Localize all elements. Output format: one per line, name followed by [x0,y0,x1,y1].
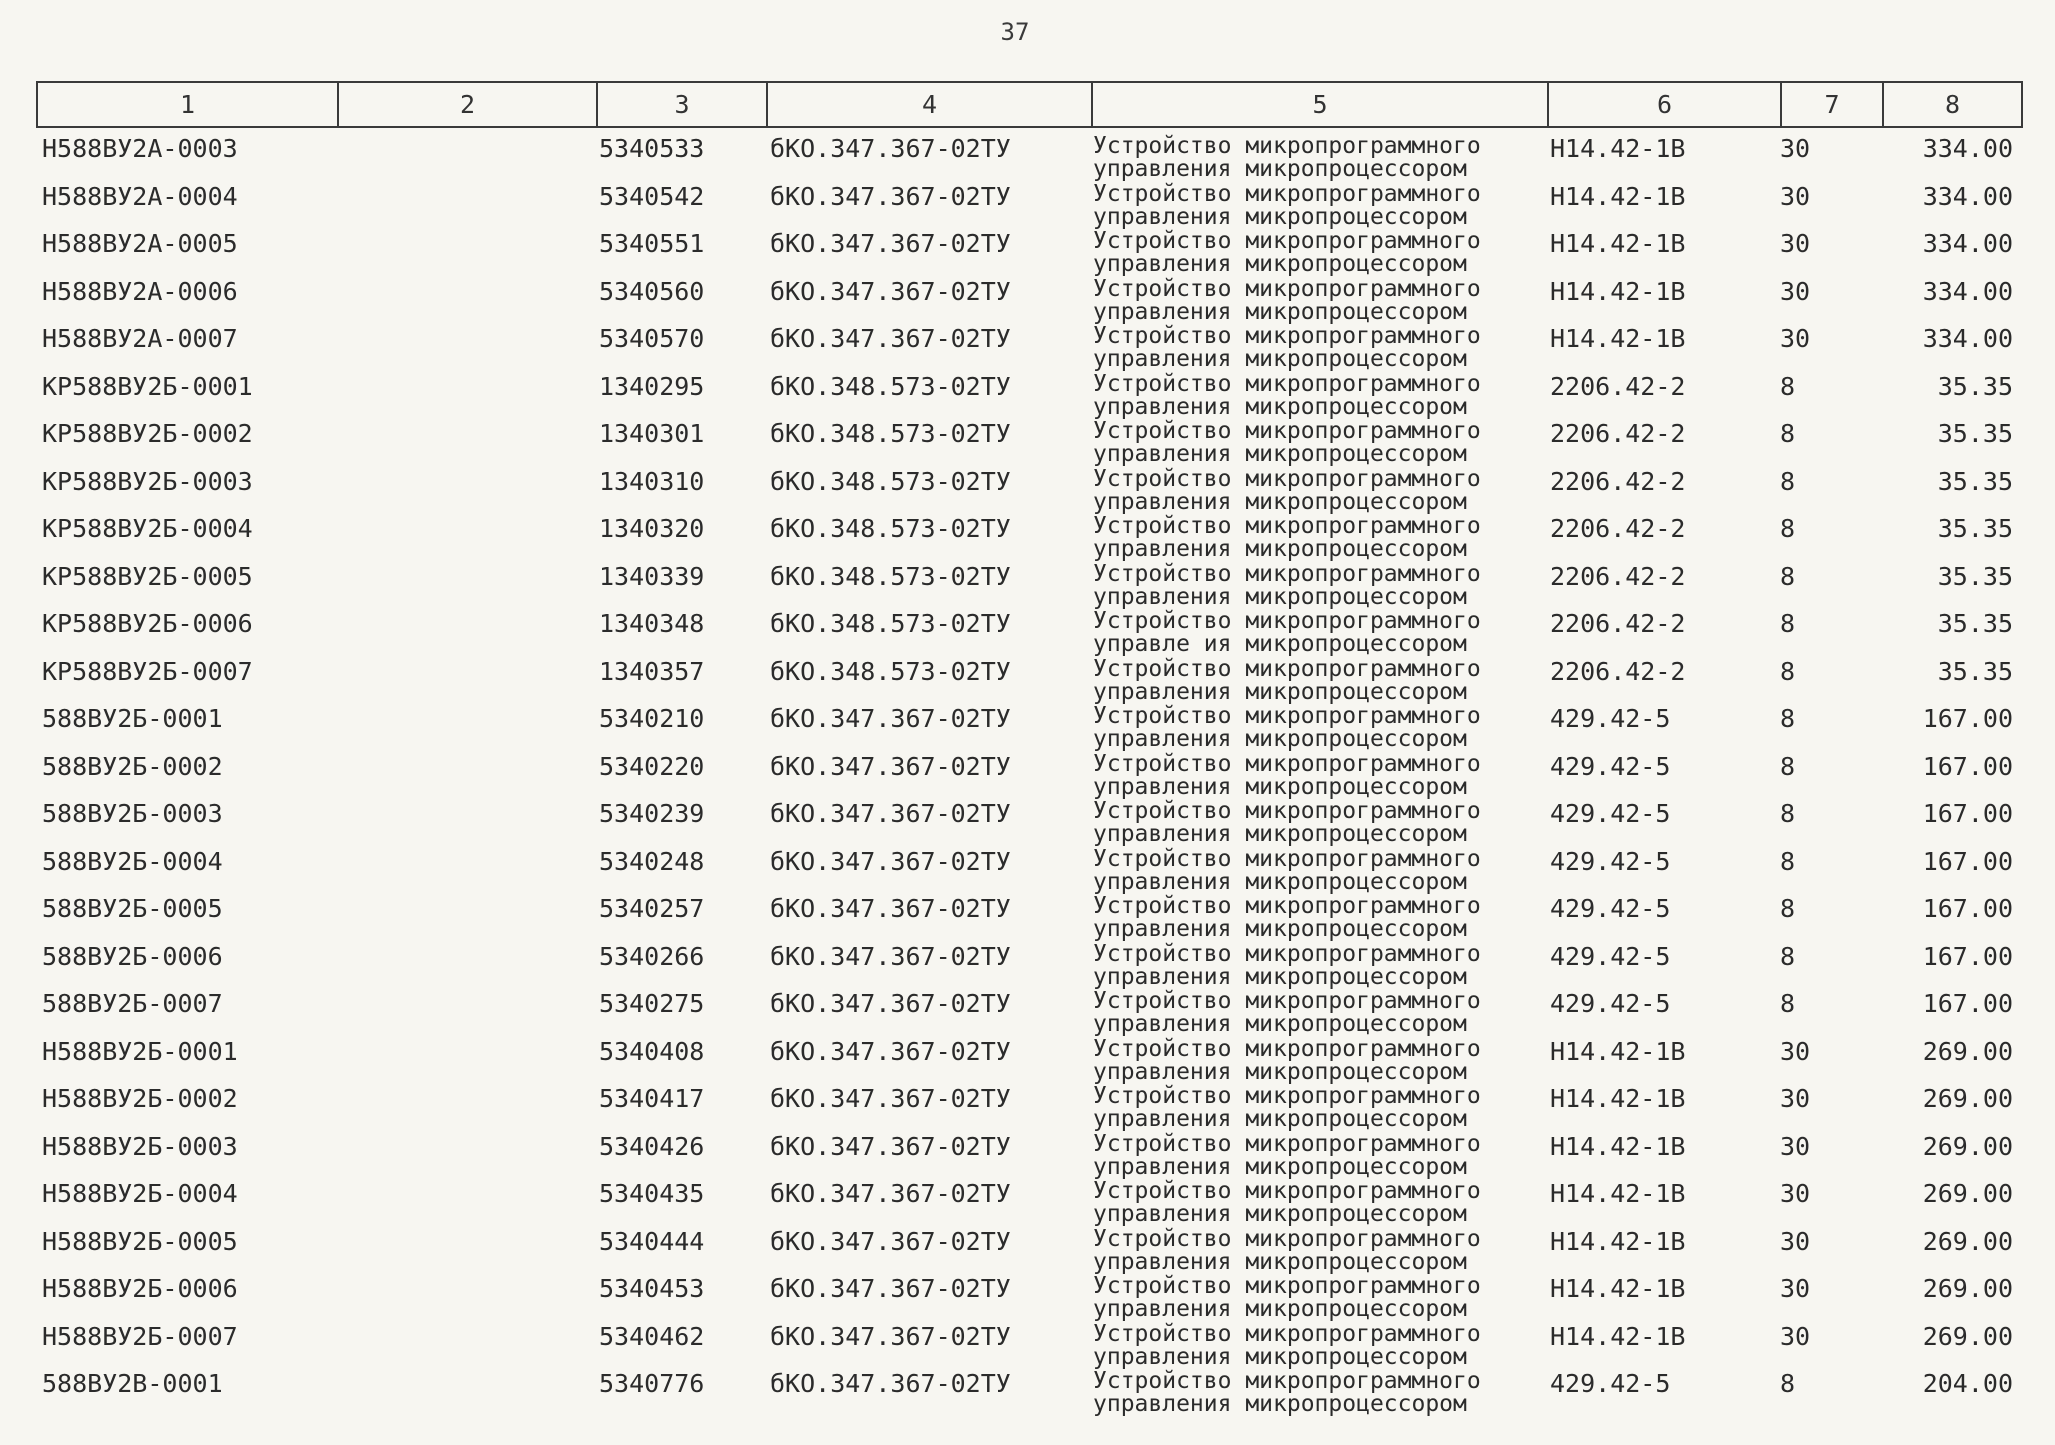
description-line-1: Устройство микропрограммного [1093,655,1481,682]
table-row [0,793,2055,847]
description [1093,560,1481,610]
quantity: 8 [1780,371,1796,401]
description-line-2: управления микропроцессором [1093,393,1467,420]
part-name: Н588ВУ2Б-0007 [42,1321,238,1351]
description [1093,135,1481,181]
table-row [0,176,2055,230]
spec-number: бКО.347.367-02ТУ [770,799,1011,828]
part-name: КР588ВУ2Б-0003 [42,466,253,496]
description [1093,1275,1481,1321]
description [1093,180,1481,230]
package-type: Н14.42-1В [1550,1084,1686,1113]
spec-number: бКО.347.367-02ТУ [770,229,1011,258]
part-name: Н588ВУ2Б-0004 [42,1179,238,1208]
part-name: 588ВУ2Б-0004 [42,846,223,876]
description-line-1: Устройство микропрограммного [1093,893,1481,919]
column-header-7: 7 [1781,82,1883,127]
description-line-2: управления микропроцессором [1093,1106,1467,1132]
description [1093,1320,1481,1370]
description-line-1: Устройство микропрограммного [1093,133,1481,159]
quantity: 30 [1780,1179,1811,1208]
quantity: 30 [1780,324,1811,353]
part-name: КР588ВУ2Б-0002 [42,419,253,448]
part-name: 588ВУ2В-0001 [42,1369,223,1398]
spec-number: бКО.347.367-02ТУ [770,1369,1011,1398]
price: 269.00 [1922,1036,2013,1066]
product-code: 5340426 [599,1131,705,1161]
description-line-1: Устройство микропрограммного [1093,703,1481,729]
description-line-2: управле ия микропроцессором [1093,631,1467,657]
description [1093,370,1481,420]
description-line-2: управления микропроцессором [1093,821,1467,847]
description-line-1: Устройство микропрограммного [1093,845,1481,872]
price: 334.00 [1922,276,2013,306]
part-name: Н588ВУ2Б-0005 [42,1226,238,1256]
price: 204.00 [1922,1369,2013,1398]
column-header-6: 6 [1548,82,1781,127]
description [1093,990,1481,1036]
quantity: 8 [1780,751,1796,781]
price: 35.35 [1937,561,2013,591]
quantity: 8 [1780,846,1796,876]
package-type: Н14.42-1В [1550,1274,1686,1303]
part-name: Н588ВУ2Б-0002 [42,1084,238,1113]
part-name: Н588ВУ2Б-0003 [42,1131,238,1161]
column-header-3: 3 [597,82,767,127]
product-code: 5340408 [599,1036,705,1066]
quantity: 30 [1780,1131,1811,1161]
part-name: 588ВУ2Б-0007 [42,989,223,1018]
quantity: 8 [1780,799,1796,828]
product-code: 5340435 [599,1179,705,1208]
spec-number: бКО.347.367-02ТУ [770,324,1011,353]
table-row [0,1031,2055,1085]
spec-number: бКО.348.573-02ТУ [770,419,1011,448]
product-code: 5340551 [599,229,705,258]
table-row [0,698,2055,752]
product-code: 5340220 [599,751,705,781]
table-row [0,223,2055,277]
quantity: 30 [1780,134,1811,163]
product-code: 5340570 [599,324,705,353]
description-line-2: управления микропроцессором [1093,678,1467,705]
table-row [0,1221,2055,1275]
description-line-2: управления микропроцессором [1093,916,1467,942]
part-name: КР588ВУ2Б-0001 [42,371,253,401]
description-line-2: управления микропроцессором [1093,251,1467,277]
table-row [0,128,2055,182]
table-row [0,508,2055,562]
price: 269.00 [1922,1131,2013,1161]
description-line-1: Устройство микропрограммного [1093,988,1481,1014]
product-code: 5340257 [599,894,705,923]
package-type: Н14.42-1В [1550,181,1686,211]
description-line-2: управления микропроцессором [1093,1343,1467,1370]
product-code: 5340444 [599,1226,705,1256]
description-line-2: управления микропроцессором [1093,1153,1467,1180]
spec-number: бКО.348.573-02ТУ [770,514,1011,543]
package-type: Н14.42-1В [1550,276,1686,306]
description-line-1: Устройство микропрограммного [1093,228,1481,254]
package-type: Н14.42-1В [1550,1036,1686,1066]
description-line-2: управления микропроцессором [1093,536,1467,562]
part-name: Н588ВУ2Б-0006 [42,1274,238,1303]
table-row [0,318,2055,372]
product-code: 5340560 [599,276,705,306]
description-line-2: управления микропроцессором [1093,726,1467,752]
product-code: 1340339 [599,561,705,591]
table-row [0,461,2055,515]
quantity: 30 [1780,229,1811,258]
description-line-1: Устройство микропрограммного [1093,1273,1481,1299]
column-header-2: 2 [338,82,597,127]
product-code: 1340301 [599,419,705,448]
description-line-1: Устройство микропрограммного [1093,1130,1481,1157]
description [1093,845,1481,895]
description [1093,895,1481,941]
product-code: 5340248 [599,846,705,876]
price: 167.00 [1922,846,2013,876]
product-code: 1340357 [599,656,705,686]
package-type: 2206.42-2 [1550,371,1686,401]
price: 334.00 [1922,134,2013,163]
part-name: Н588ВУ2Б-0001 [42,1036,238,1066]
table-row [0,746,2055,800]
description-line-2: управления микропроцессором [1093,868,1467,895]
package-type: Н14.42-1В [1550,1179,1686,1208]
package-type: Н14.42-1В [1550,134,1686,163]
product-code: 1340310 [599,466,705,496]
description [1093,800,1481,846]
table-row [0,888,2055,942]
table-row [0,271,2055,325]
description [1093,1225,1481,1275]
part-name: 588ВУ2Б-0005 [42,894,223,923]
table-row [0,603,2055,657]
quantity: 8 [1780,466,1796,496]
package-type: 429.42-5 [1550,704,1671,733]
part-name: 588ВУ2Б-0002 [42,751,223,781]
price: 35.35 [1937,656,2013,686]
quantity: 30 [1780,1274,1811,1303]
spec-number: бКО.347.367-02ТУ [770,1131,1011,1161]
description-line-1: Устройство микропрограммного [1093,1178,1481,1204]
package-type: 2206.42-2 [1550,609,1686,638]
description [1093,325,1481,371]
quantity: 8 [1780,514,1796,543]
product-code: 5340266 [599,941,705,971]
description-line-2: управления микропроцессором [1093,1391,1467,1417]
package-type: 2206.42-2 [1550,656,1686,686]
spec-number: бКО.348.573-02ТУ [770,371,1011,401]
description [1093,610,1481,656]
spec-number: бКО.347.367-02ТУ [770,989,1011,1018]
quantity: 30 [1780,1036,1811,1066]
spec-number: бКО.347.367-02ТУ [770,1321,1011,1351]
spec-number: бКО.348.573-02ТУ [770,561,1011,591]
description-line-2: управления микропроцессором [1093,1201,1467,1227]
description-line-2: управления микропроцессором [1093,1296,1467,1322]
description [1093,940,1481,990]
description-line-1: Устройство микропрограммного [1093,1368,1481,1394]
description-line-2: управления микропроцессором [1093,298,1467,325]
description [1093,705,1481,751]
package-type: 429.42-5 [1550,894,1671,923]
part-name: Н588ВУ2А-0004 [42,181,238,211]
spec-number: бКО.347.367-02ТУ [770,1226,1011,1256]
quantity: 8 [1780,656,1796,686]
package-type: 429.42-5 [1550,846,1671,876]
price: 167.00 [1922,704,2013,733]
quantity: 8 [1780,419,1796,448]
product-code: 5340417 [599,1084,705,1113]
description-line-1: Устройство микропрограммного [1093,513,1481,539]
column-header-8: 8 [1883,82,2022,127]
description-line-2: управления микропроцессором [1093,583,1467,610]
description [1093,230,1481,276]
spec-number: бКО.347.367-02ТУ [770,181,1011,211]
product-code: 5340453 [599,1274,705,1303]
table-row [0,1173,2055,1227]
table-row [0,366,2055,420]
table-row [0,651,2055,705]
price: 269.00 [1922,1226,2013,1256]
description-line-1: Устройство микропрограммного [1093,1225,1481,1252]
description-line-1: Устройство микропрограммного [1093,465,1481,492]
description-line-1: Устройство микропрограммного [1093,798,1481,824]
part-name: КР588ВУ2Б-0006 [42,609,253,638]
price: 269.00 [1922,1274,2013,1303]
description [1093,515,1481,561]
price: 35.35 [1937,371,2013,401]
product-code: 5340210 [599,704,705,733]
description-line-1: Устройство микропрограммного [1093,1320,1481,1347]
table-row [0,1316,2055,1370]
quantity: 30 [1780,1084,1811,1113]
package-type: 429.42-5 [1550,1369,1671,1398]
quantity: 8 [1780,894,1796,923]
table-row [0,1268,2055,1322]
quantity: 8 [1780,704,1796,733]
spec-number: бКО.347.367-02ТУ [770,276,1011,306]
description-line-1: Устройство микропрограммного [1093,323,1481,349]
quantity: 8 [1780,941,1796,971]
spec-number: бКО.348.573-02ТУ [770,656,1011,686]
description-line-2: управления микропроцессором [1093,773,1467,800]
description [1093,1180,1481,1226]
description [1093,275,1481,325]
description [1093,1370,1481,1416]
price: 35.35 [1937,466,2013,496]
package-type: 2206.42-2 [1550,514,1686,543]
table-row [0,413,2055,467]
package-type: Н14.42-1В [1550,1226,1686,1256]
description [1093,1035,1481,1085]
package-type: Н14.42-1В [1550,229,1686,258]
price: 334.00 [1922,324,2013,353]
spec-number: бКО.347.367-02ТУ [770,894,1011,923]
description-line-2: управления микропроцессором [1093,488,1467,515]
description-line-1: Устройство микропрограммного [1093,750,1481,777]
product-code: 5340462 [599,1321,705,1351]
column-header-4: 4 [767,82,1092,127]
part-name: 588ВУ2Б-0003 [42,799,223,828]
part-name: Н588ВУ2А-0006 [42,276,238,306]
quantity: 8 [1780,989,1796,1018]
package-type: 429.42-5 [1550,799,1671,828]
price: 334.00 [1922,181,2013,211]
package-type: 429.42-5 [1550,751,1671,781]
quantity: 30 [1780,276,1811,306]
price: 334.00 [1922,229,2013,258]
product-code: 5340275 [599,989,705,1018]
part-name: Н588ВУ2А-0007 [42,324,238,353]
description-line-2: управления микропроцессором [1093,1058,1467,1085]
spec-number: бКО.348.573-02ТУ [770,609,1011,638]
product-code: 5340542 [599,181,705,211]
package-type: 2206.42-2 [1550,419,1686,448]
spec-number: бКО.347.367-02ТУ [770,1084,1011,1113]
spec-number: бКО.347.367-02ТУ [770,751,1011,781]
price: 35.35 [1937,609,2013,638]
product-code: 1340295 [599,371,705,401]
part-name: Н588ВУ2А-0003 [42,134,238,163]
description-line-1: Устройство микропрограммного [1093,560,1481,587]
price: 167.00 [1922,941,2013,971]
description-line-2: управления микропроцессором [1093,441,1467,467]
table-row [0,1078,2055,1132]
description-line-2: управления микропроцессором [1093,963,1467,990]
description-line-2: управления микропроцессором [1093,1011,1467,1037]
page-number: 37 [1000,18,1030,46]
table-row [0,1363,2055,1417]
spec-number: бКО.347.367-02ТУ [770,134,1011,163]
price: 35.35 [1937,514,2013,543]
description-line-1: Устройство микропрограммного [1093,940,1481,967]
package-type: Н14.42-1В [1550,1131,1686,1161]
table-body [0,128,2055,1417]
part-name: КР588ВУ2Б-0005 [42,561,253,591]
package-type: 429.42-5 [1550,989,1671,1018]
quantity: 8 [1780,1369,1796,1398]
description-line-1: Устройство микропрограммного [1093,180,1481,207]
description-line-2: управления микропроцессором [1093,203,1467,230]
spec-number: бКО.347.367-02ТУ [770,1036,1011,1066]
part-name: КР588ВУ2Б-0004 [42,514,253,543]
quantity: 8 [1780,561,1796,591]
product-code: 1340320 [599,514,705,543]
table-row [0,556,2055,610]
price: 269.00 [1922,1084,2013,1113]
package-type: Н14.42-1В [1550,1321,1686,1351]
package-type: Н14.42-1В [1550,324,1686,353]
table-row [0,1126,2055,1180]
quantity: 30 [1780,1321,1811,1351]
price: 269.00 [1922,1321,2013,1351]
part-name: 588ВУ2Б-0006 [42,941,223,971]
price: 167.00 [1922,799,2013,828]
table-row [0,841,2055,895]
column-header-5: 5 [1092,82,1548,127]
part-name: 588ВУ2Б-0001 [42,704,223,733]
description [1093,1130,1481,1180]
product-code: 5340776 [599,1369,705,1398]
price: 35.35 [1937,419,2013,448]
description-line-2: управления микропроцессором [1093,346,1467,372]
description [1093,1085,1481,1131]
description-line-1: Устройство микропрограммного [1093,608,1481,634]
spec-number: бКО.347.367-02ТУ [770,1274,1011,1303]
price: 167.00 [1922,751,2013,781]
description-line-2: управления микропроцессором [1093,1248,1467,1275]
part-name: КР588ВУ2Б-0007 [42,656,253,686]
quantity: 30 [1780,181,1811,211]
description-line-1: Устройство микропрограммного [1093,1035,1481,1062]
product-code: 5340533 [599,134,705,163]
description [1093,750,1481,800]
description [1093,420,1481,466]
product-code: 5340239 [599,799,705,828]
price: 167.00 [1922,989,2013,1018]
column-header-1: 1 [37,82,338,127]
price: 269.00 [1922,1179,2013,1208]
product-code: 1340348 [599,609,705,638]
spec-number: бКО.348.573-02ТУ [770,466,1011,496]
price: 167.00 [1922,894,2013,923]
description [1093,655,1481,705]
package-type: 429.42-5 [1550,941,1671,971]
spec-number: бКО.347.367-02ТУ [770,704,1011,733]
description-line-1: Устройство микропрограммного [1093,275,1481,302]
part-name: Н588ВУ2А-0005 [42,229,238,258]
table-row [0,983,2055,1037]
package-type: 2206.42-2 [1550,561,1686,591]
table-row [0,936,2055,990]
description-line-1: Устройство микропрограммного [1093,418,1481,444]
description-line-1: Устройство микропрограммного [1093,370,1481,397]
spec-number: бКО.347.367-02ТУ [770,1179,1011,1208]
package-type: 2206.42-2 [1550,466,1686,496]
description-line-2: управления микропроцессором [1093,156,1467,182]
spec-number: бКО.347.367-02ТУ [770,846,1011,876]
spec-number: бКО.347.367-02ТУ [770,941,1011,971]
quantity: 8 [1780,609,1796,638]
description-line-1: Устройство микропрограммного [1093,1083,1481,1109]
description [1093,465,1481,515]
quantity: 30 [1780,1226,1811,1256]
column-header-row [36,81,2023,128]
